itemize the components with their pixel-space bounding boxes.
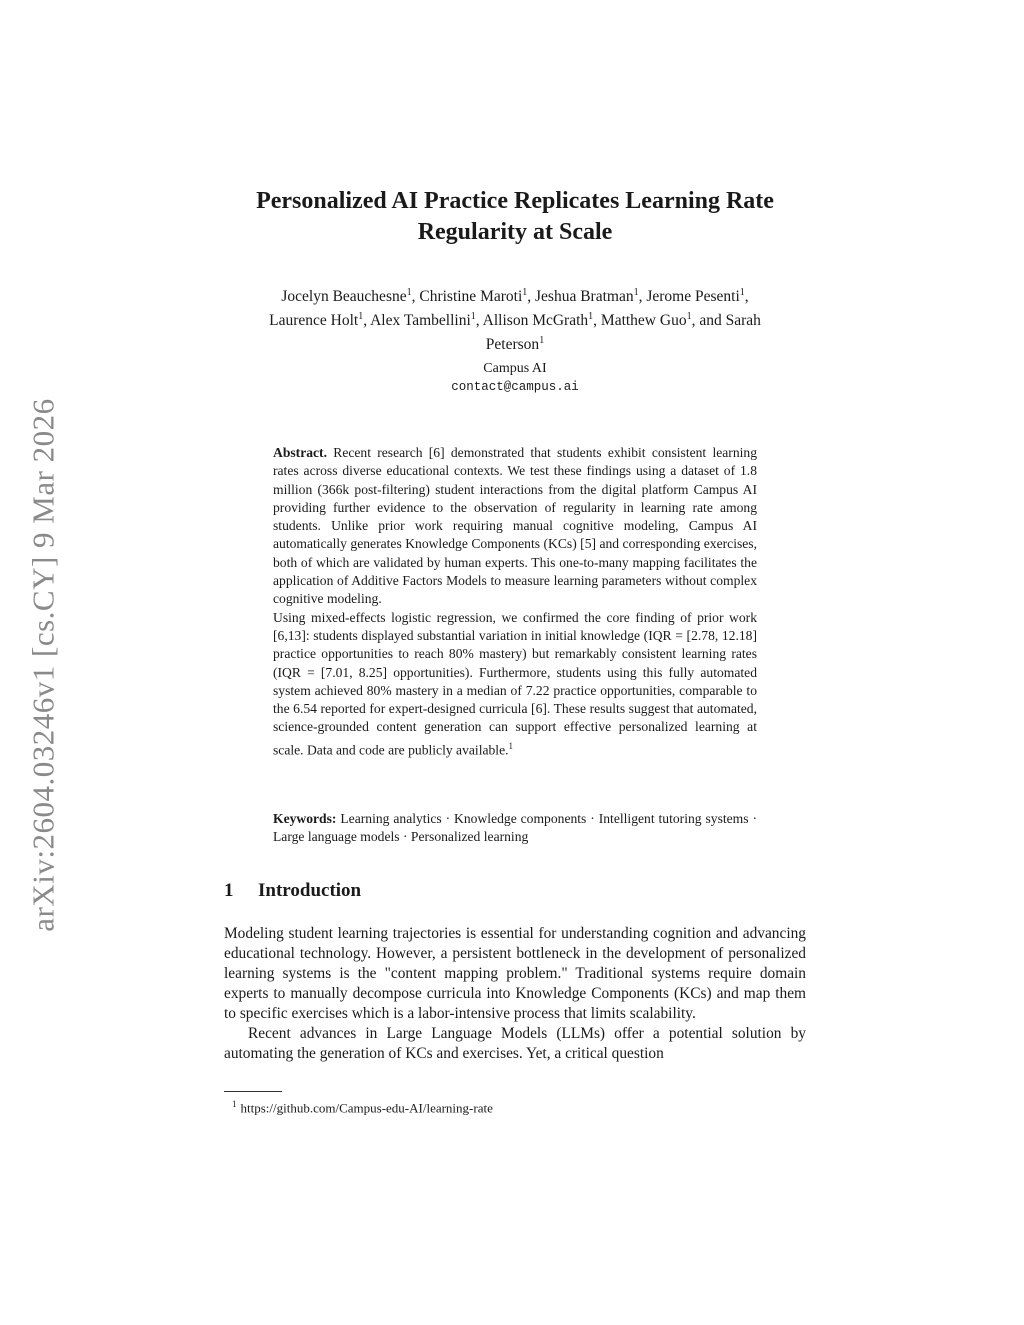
section-number: 1 xyxy=(224,880,234,901)
title-line-1: Personalized AI Practice Replicates Learning Rate xyxy=(256,188,774,214)
affil-mark: 1 xyxy=(588,311,594,323)
author-name: Matthew Guo xyxy=(600,312,687,330)
author-name: Peterson xyxy=(485,336,540,354)
section-title: Introduction xyxy=(258,880,362,901)
abstract-label: Abstract. xyxy=(273,445,327,460)
author-list: Jocelyn Beauchesne$^1$, Christine Maroti$^1$, Jeshua Bratman$^1$, Jerome Pesenti$^1$, Laurence Holt$^1$, Alex Tambellini$^1$, Allison McGrath$^1$, Matthew Guo$^1$, and Sarah Peterson$^1$ xyxy=(269,287,761,354)
introduction-body xyxy=(224,924,806,1064)
affil-mark: 1 xyxy=(633,287,639,298)
footnote-mark: 1 xyxy=(232,1099,237,1109)
affil-mark: 1 xyxy=(522,287,528,298)
affil-mark: 1 xyxy=(686,311,692,323)
keywords-block xyxy=(273,810,757,847)
abstract-block xyxy=(273,444,757,760)
author-name: Christine Maroti xyxy=(419,288,523,306)
arxiv-id-text: arXiv:2604.03246v1 [cs.CY] 9 Mar 2026 xyxy=(26,398,62,932)
abstract-paragraph-1 xyxy=(273,444,757,609)
footnote-divider xyxy=(224,1091,282,1092)
footnote xyxy=(232,1095,493,1117)
abstract-text-1: Recent research [6] demonstrated that students exhibit consistent learning rates across diverse educational contexts. We test these findings using a dataset of 1.8 million (366k post-filtering) student interactions from the digital platform Campus AI providing further evidence to the observation of regularity in learning rate among students. Unlike prior work requiring manual cognitive modeling, Campus AI automatically generates Knowledge Components (KCs) [5] and corresponding exercises, both of which are validated by human experts. This one-to-many mapping facilitates the application of Additive Factors Models to measure learning parameters without complex cognitive modeling. xyxy=(273,445,758,607)
affil-mark: 1 xyxy=(406,287,412,298)
author-name: and Sarah xyxy=(699,312,761,330)
author-name: Laurence Holt xyxy=(269,312,359,330)
author-name: Jeshua Bratman xyxy=(535,288,634,306)
affil-mark: 1 xyxy=(539,335,545,347)
contact-email[interactable]: contact@campus.ai xyxy=(451,380,579,394)
author-name: Jocelyn Beauchesne xyxy=(281,288,407,306)
abstract-text-2: Using mixed-effects logistic regression, we confirmed the core finding of prior work [6,13]: students displayed substantial variation in initial knowledge (IQR = [2.78, 12.18] practice opportunities to reach 80% mastery) but remarkably consistent learning rates (IQR = [7.01, 8.25] opportunities). Furthermore, students using this fully automated system achieved 80% mastery in a median of 7.22 practice opportunities, comparable to the 6.54 reported for expert-designed curricula [6]. These results suggest that automated, science-grounded content generation can support effective personalized learning at scale. Data and code are publicly available. xyxy=(273,609,757,758)
keywords-text: Learning analytics · Knowledge components · Intelligent tutoring systems · Large language models · Personalized learning xyxy=(273,811,757,845)
author-name: Allison McGrath xyxy=(482,312,589,330)
author-name: Jerome Pesenti xyxy=(646,288,740,306)
intro-paragraph-1: Modeling student learning trajectories is essential for understanding cognition and advancing educational technology. However, a persistent bottleneck in the development of personalized learning systems is the "content mapping problem." Traditional systems require domain experts to manually decompose curricula into Knowledge Components (KCs) and map them to specific exercises which is a labor-intensive process that limits scalability. xyxy=(224,925,806,1022)
affiliation-block xyxy=(224,360,806,396)
title-line-2: Regularity at Scale xyxy=(417,219,613,245)
arxiv-identifier-stamp xyxy=(26,380,62,950)
author-name: Alex Tambellini xyxy=(370,312,471,330)
footnote-url[interactable]: https://github.com/Campus-edu-AI/learning-rate xyxy=(240,1100,493,1116)
paper-title xyxy=(224,186,806,248)
affiliation-org: Campus AI xyxy=(483,361,547,376)
keywords-label: Keywords: xyxy=(273,811,337,826)
affil-mark: 1 xyxy=(358,311,364,323)
abstract-paragraph-2 xyxy=(273,609,757,760)
section-heading-introduction xyxy=(224,880,361,902)
affil-mark: 1 xyxy=(470,311,476,323)
intro-paragraph-2: Recent advances in Large Language Models (LLMs) offer a potential solution by automating the generation of KCs and exercises. Yet, a critical question xyxy=(224,1025,806,1062)
affil-mark: 1 xyxy=(739,287,745,298)
footnote-ref[interactable]: 1 xyxy=(508,740,514,751)
